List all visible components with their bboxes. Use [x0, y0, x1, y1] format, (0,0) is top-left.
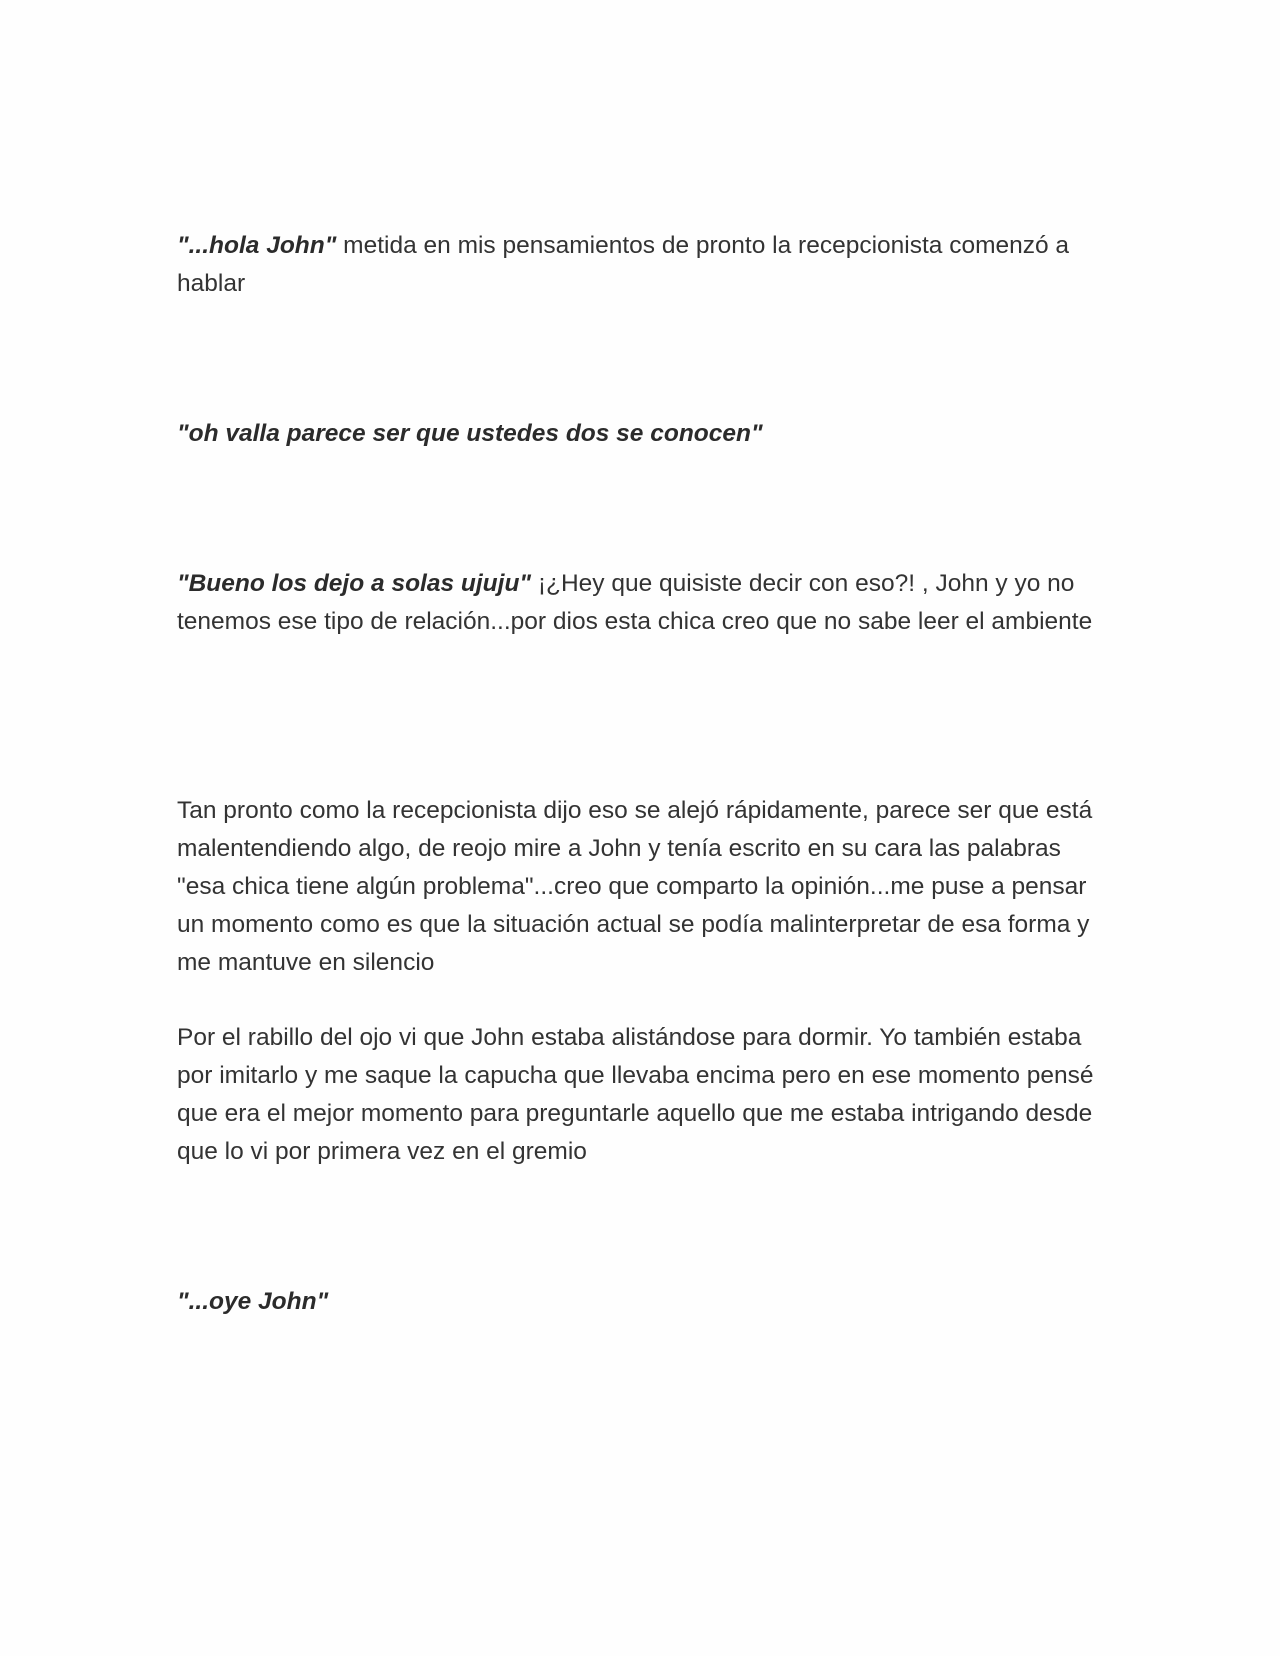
narration-text: ¡¿Hey que quisiste decir con eso?! , John y yo no tenemos ese tipo de relación...por dios esta chica creo que no sabe leer el ambiente [177, 570, 1093, 635]
narration-text: Por el rabillo del ojo vi que John estaba alistándose para dormir. Yo también estaba por imitarlo y me saque la capucha que llevaba encima pero en ese momento pensé que era el mejor momento para preguntarle aquello que me estaba intrigando desde que lo vi por primera vez en el gremio [177, 1024, 1094, 1165]
paragraph-5 [177, 1019, 1107, 1171]
paragraph-1 [177, 227, 1107, 303]
dialog-line: "Bueno los dejo a solas ujuju" [177, 570, 532, 597]
narration-text: Tan pronto como la recepcionista dijo eso se alejó rápidamente, parece ser que está malentendiendo algo, de reojo mire a John y tenía escrito en su cara las palabras "esa chica tiene algún problema"...creo que comparto la opinión...me puse a pensar un momento como es que la situación actual se podía malinterpretar de esa forma y me mantuve en silencio [177, 797, 1093, 976]
narration-text: metida en mis pensamientos de pronto la recepcionista comenzó a hablar [177, 232, 1070, 297]
dialog-line: "...oye John" [177, 1288, 329, 1315]
paragraph-6 [177, 1283, 1107, 1321]
paragraph-2 [177, 415, 1107, 453]
paragraph-3 [177, 565, 1107, 641]
dialog-line: "oh valla parece ser que ustedes dos se conocen" [177, 420, 763, 447]
paragraph-4 [177, 792, 1107, 982]
dialog-line: "...hola John" [177, 232, 337, 259]
